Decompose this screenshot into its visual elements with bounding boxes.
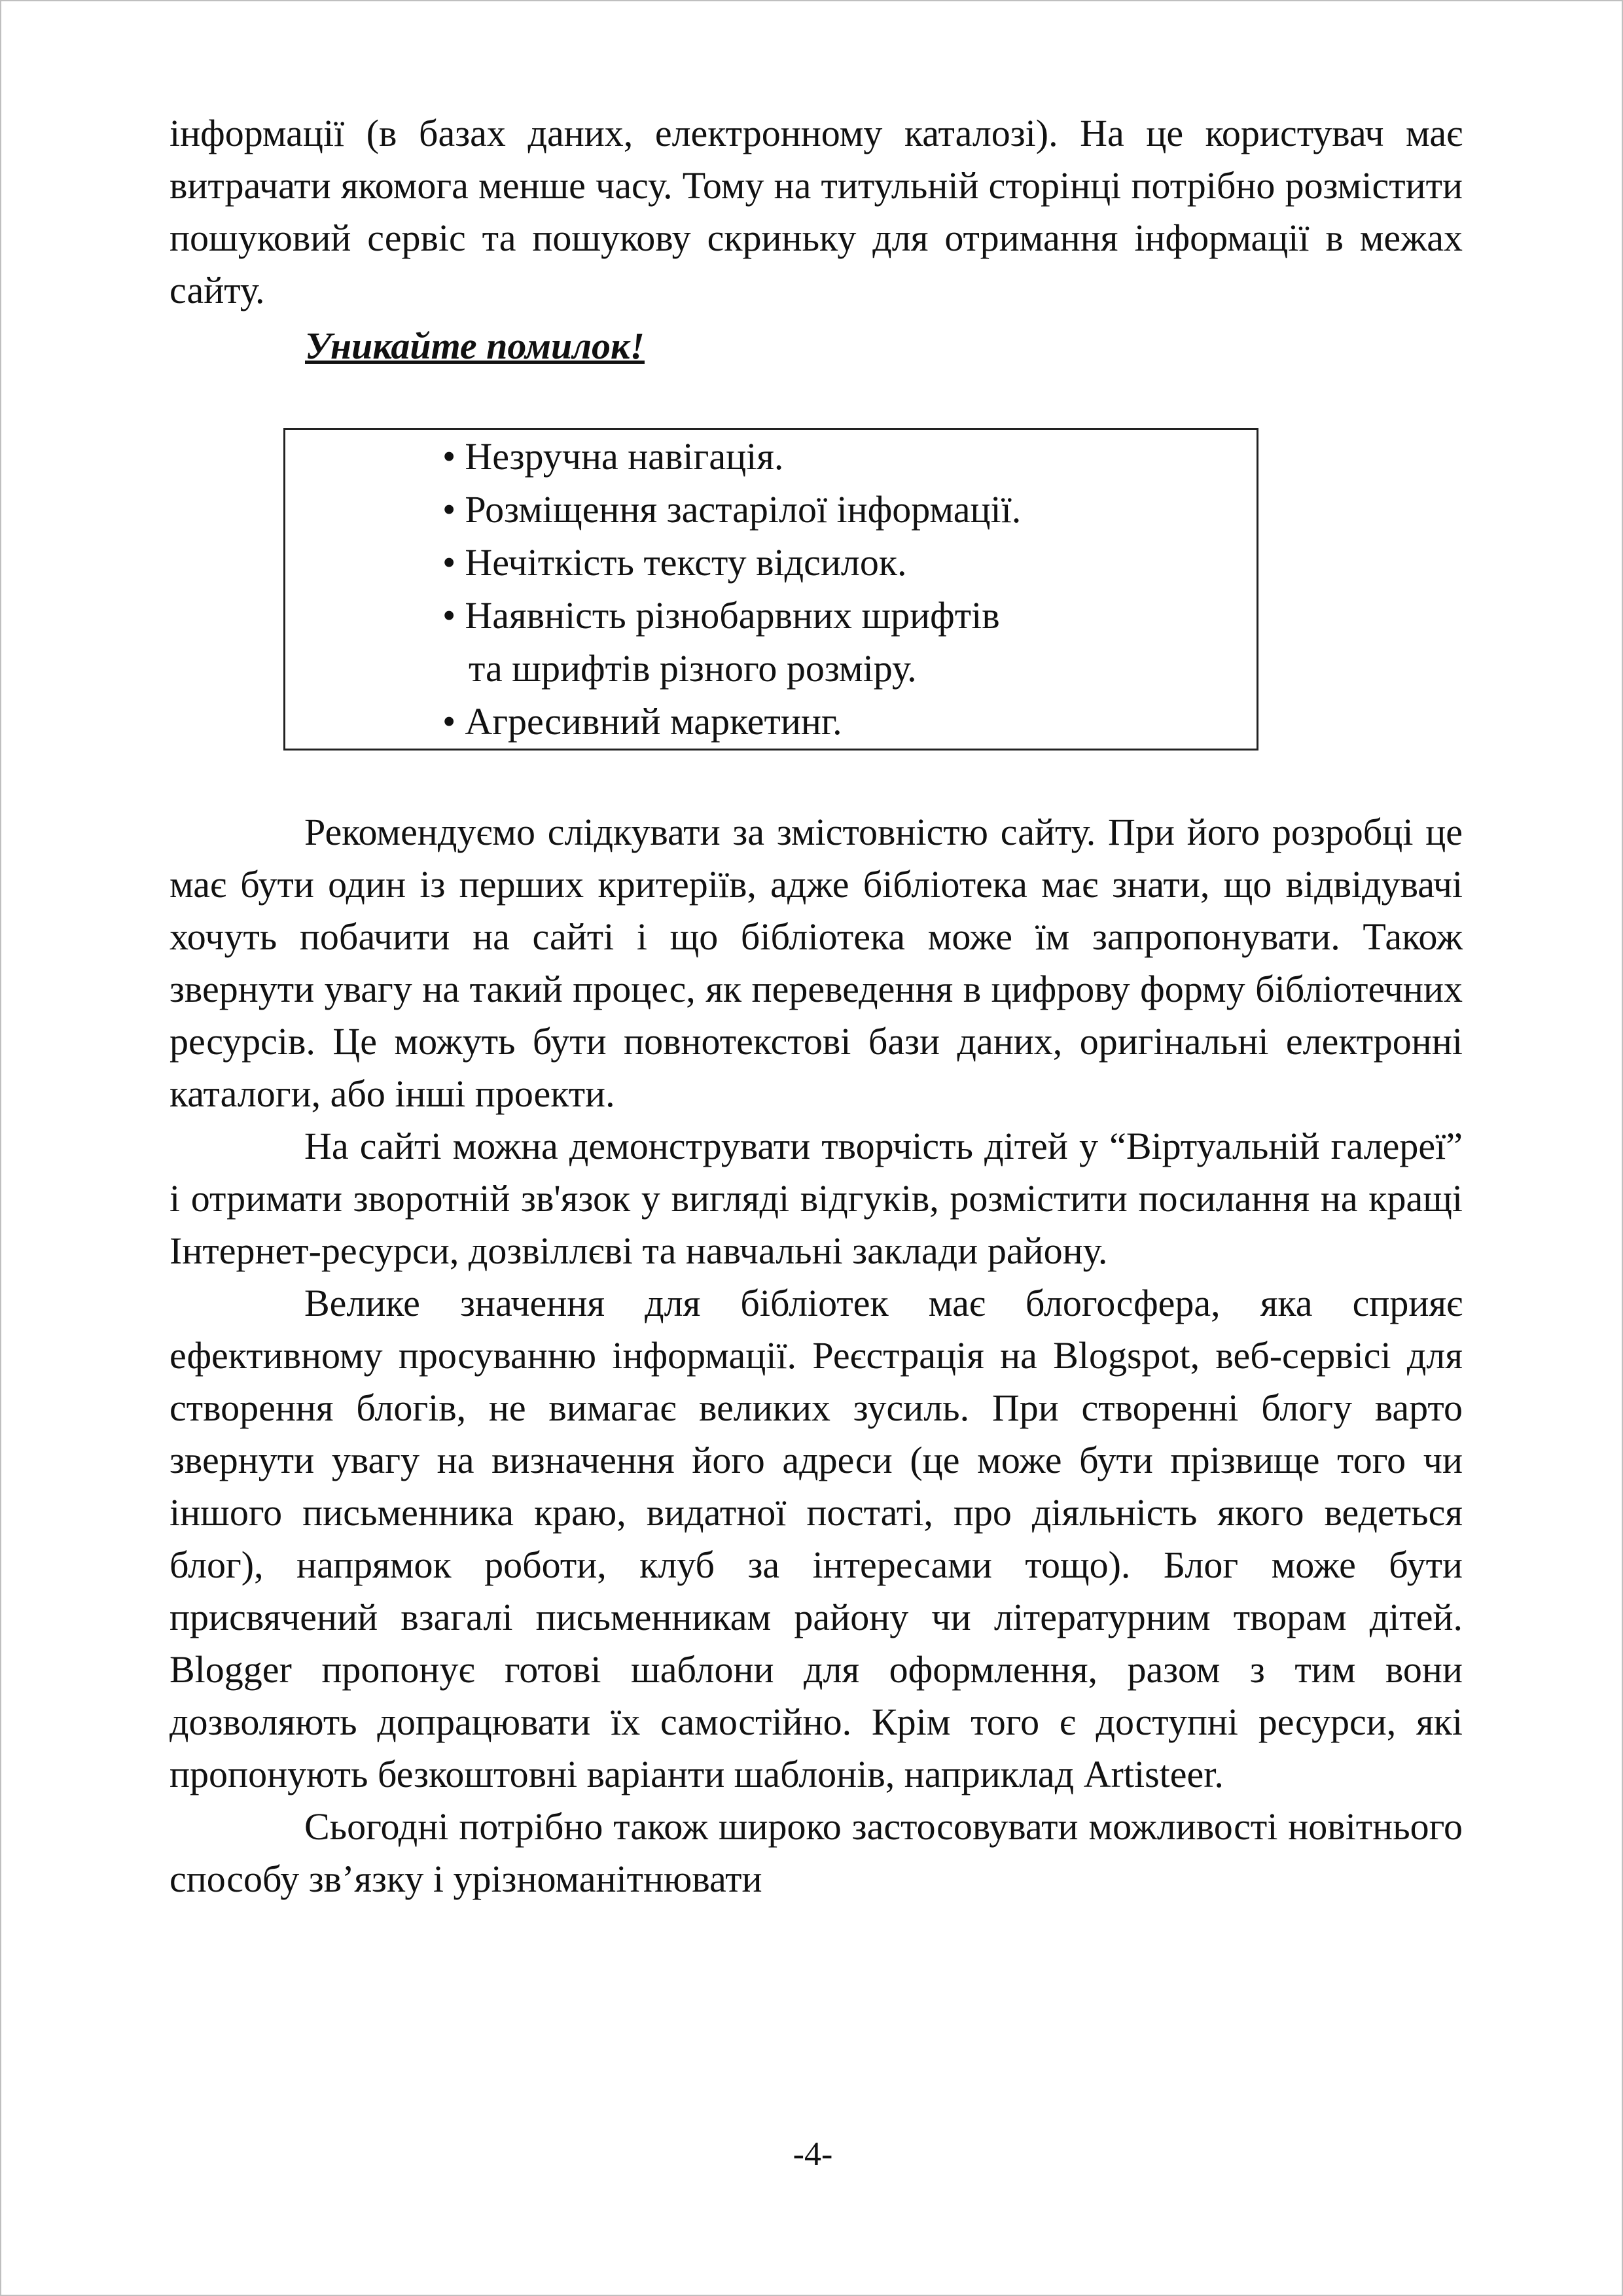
- bullet-icon: •: [442, 541, 456, 584]
- page-number: -4-: [793, 2136, 833, 2173]
- mistake-item: [442, 536, 1021, 589]
- bullet-icon: •: [442, 435, 456, 478]
- mistake-item: [442, 695, 1021, 748]
- mistake-item: [442, 483, 1021, 536]
- mistake-item-continuation-text: та шрифтів різного розміру.: [469, 647, 917, 690]
- mistake-item: [442, 589, 1021, 642]
- mistake-item-text: Розміщення застарілої інформації.: [465, 488, 1022, 531]
- bullet-icon: •: [442, 488, 456, 531]
- body-paragraph: На сайті можна демонструвати творчість дітей у “Віртуальній галереї” і отримати зворотній зв'язок у вигляді відгуків, розмістити посилання на кращі Інтернет-ресурси, дозвіллєві та навчальні заклади району.: [169, 1125, 1463, 1272]
- warning-heading: Уникайте помилок!: [305, 325, 645, 367]
- body-paragraph: Сьогодні потрібно також широко застосовувати можливості новітнього способу зв’язку і урізноманітнювати: [169, 1805, 1463, 1900]
- mistake-item-text: Нечіткість тексту відсилок.: [465, 541, 907, 584]
- mistake-item-text: Незручна навігація.: [465, 435, 784, 478]
- mistake-item: [442, 430, 1021, 483]
- body-paragraph: Рекомендуємо слідкувати за змістовністю сайту. При його розробці це має бути один із перших критеріїв, адже бібліотека має знати, що відвідувачі хочуть побачити на сайті і що бібліотека може їм запропонувати. Також звернути увагу на такий процес, як переведення в цифрову форму бібліотечних ресурсів. Це можуть бути повнотекстові бази даних, оригінальні електронні каталоги, або інші проекти.: [169, 811, 1463, 1115]
- mistake-item-text: Наявність різнобарвних шрифтів: [465, 594, 1000, 637]
- body-paragraph: Велике значення для бібліотек має блогосфера, яка сприяє ефективному просуванню інформації. Реєстрація на Blogspot, веб-сервісі для створення блогів, не вимагає великих зусиль. При створенні блогу варто звернути увагу на визначення його адреси (це може бути прізвище того чи іншого письменника краю, видатної постаті, про діяльність якого ведеться блог), напрямок роботи, клуб за інтересами тощо). Блог може бути присвячений взагалі письменникам району чи літературним творам дітей. Blogger пропонує готові шаблони для оформлення, разом з тим вони дозволяють допрацювати їх самостійно. Крім того є доступні ресурси, які пропонують безкоштовні варіанти шаблонів, наприклад Artisteer.: [169, 1282, 1463, 1795]
- mistake-item-text: Агресивний маркетинг.: [465, 700, 842, 743]
- mistakes-list: [442, 430, 1021, 748]
- mistake-item-continuation: [442, 642, 1021, 695]
- bullet-icon: •: [442, 594, 456, 637]
- mistakes-box: [283, 428, 1258, 751]
- body-text: [169, 806, 1463, 1905]
- intro-paragraph: інформації (в базах даних, електронному каталозі). На це користувач має витрачати якомога менше часу. Тому на титульній сторінці потрібно розмістити пошуковий сервіс та пошукову скриньку для отримання інформації в межах сайту.: [169, 112, 1463, 311]
- bullet-icon: •: [442, 700, 456, 743]
- intro-paragraph-block: [169, 107, 1463, 317]
